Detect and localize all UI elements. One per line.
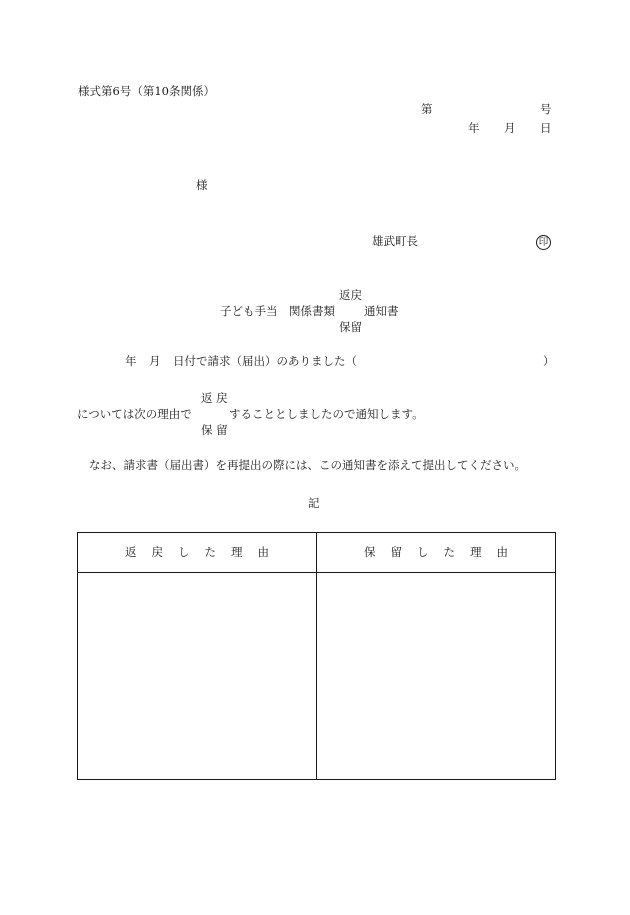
body-request-text: 日付で請求（届出）のありました（: [173, 354, 357, 368]
seal-mark: 印: [536, 235, 551, 250]
doc-number-prefix: 第: [421, 102, 433, 116]
ki-heading: 記: [308, 496, 320, 510]
hold-reason-header: 保留した理由: [317, 533, 556, 573]
form-number: 様式第6号（第10条関係）: [78, 84, 215, 98]
return-reason-header: 返戻した理由: [78, 533, 317, 573]
title-subject: 子ども手当 関係書類: [220, 304, 335, 318]
title-suffix: 通知書: [364, 304, 399, 318]
date-month: 月: [504, 121, 516, 135]
date-day: 日: [540, 121, 552, 135]
reasons-table: [77, 532, 556, 780]
sender-title: 雄武町長: [372, 234, 418, 248]
title-option-return: 返戻: [339, 288, 362, 302]
resubmission-note: なお、請求書（届出書）を再提出の際には、この通知書を添えて提出してください。: [89, 458, 526, 472]
body-option-return: 返 戻: [201, 391, 228, 405]
body-paren-close: ）: [543, 354, 555, 368]
date-year: 年: [468, 121, 480, 135]
title-option-hold: 保留: [339, 320, 362, 334]
body-date-month: 月: [149, 354, 161, 368]
return-reason-cell: [78, 573, 317, 780]
body-option-hold: 保 留: [201, 423, 228, 437]
body-date-year: 年: [125, 354, 137, 368]
addressee-honorific: 様: [196, 178, 208, 192]
body-reason-prefix: については次の理由で: [77, 407, 192, 421]
body-reason-suffix: することとしましたので通知します。: [229, 407, 424, 421]
doc-number-suffix: 号: [540, 102, 552, 116]
hold-reason-cell: [317, 573, 556, 780]
